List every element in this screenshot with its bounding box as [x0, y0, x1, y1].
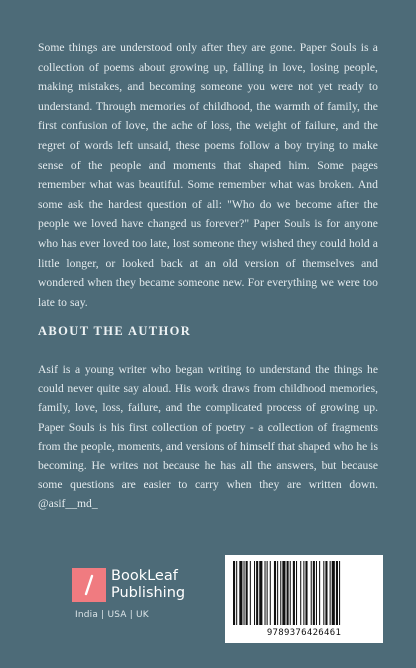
- barcode-bar: [236, 561, 237, 625]
- about-author-heading: ABOUT THE AUTHOR: [38, 324, 192, 338]
- barcode-bar: [256, 561, 258, 625]
- barcode-bar: [293, 561, 295, 625]
- barcode-bar: [323, 561, 324, 625]
- barcode-bar: [316, 561, 317, 625]
- barcode-bar: [336, 561, 338, 625]
- barcode-bar: [311, 561, 312, 625]
- author-bio: [38, 360, 378, 514]
- barcode-bar: [330, 561, 331, 625]
- barcode-bar: [250, 561, 251, 625]
- publisher-name-line2: Publishing: [111, 585, 186, 601]
- author-handle: @asif__md_: [38, 497, 98, 511]
- barcode-bar: [325, 561, 327, 625]
- barcode-bar: [265, 561, 266, 625]
- slash-glyph-icon: [72, 568, 106, 602]
- barcode-bar: [282, 561, 285, 625]
- barcode-bar: [319, 561, 320, 625]
- back-cover-blurb: Some things are understood only after they are gone. Paper Souls is a collection of poems about growing up, falling in love, losing people, making mistakes, and becoming someone you were not yet ready to understand. Through memories of childhood, the warmth of family, the first confusion of love, the ache of loss, the weight of failure, and the regret of words left unsaid, these poems follow a boy trying to make sense of the people and moments that shaped him. Some pages remember what was beautiful. Some remember what was broken. And some ask the hardest question of all: "Who do we become after the people we loved have changed us forever?" Paper Souls is for anyone who has ever loved too late, lost someone they wished they could hold a little longer, or looked back at an old version of themselves and wondered when they became someone new. For everything we were too late to say.: [38, 41, 378, 309]
- publisher-logo-row: [72, 568, 186, 602]
- barcode-bar: [287, 561, 289, 625]
- barcode-bar: [296, 561, 297, 625]
- barcode-bar: [233, 561, 235, 625]
- publisher-name-line1: BookLeaf: [111, 568, 178, 584]
- barcode-bar: [267, 561, 268, 625]
- barcode-bar: [259, 561, 262, 625]
- barcode-bar: [305, 561, 307, 625]
- barcode-bar: [303, 561, 304, 625]
- barcode-bar: [313, 561, 315, 625]
- barcode-bar: [277, 561, 278, 625]
- barcode-bar: [246, 561, 248, 625]
- barcode-bars-icon: [233, 561, 375, 625]
- author-bio-text: Asif is a young writer who began writing to understand the things he could never quite say aloud. His work draws from childhood memories, family, love, loss, failure, and the complicated process of growing up. Paper Souls is his first collection of poetry - a collection of fragments from the people, moments, and versions of himself that shaped who he is becoming. He writes not because he has all the answers, but because some questions are easier to carry when they are written down.: [38, 363, 378, 492]
- publisher-regions: India | USA | UK: [75, 610, 149, 620]
- publisher-name: [111, 568, 185, 602]
- barcode-bar: [270, 561, 271, 625]
- barcode-bar: [280, 561, 281, 625]
- barcode-bar: [254, 561, 255, 625]
- slash-logo-icon: [72, 568, 106, 602]
- barcode-bar: [300, 561, 301, 625]
- barcode-bar: [290, 561, 291, 625]
- isbn-barcode: [225, 555, 383, 643]
- barcode-bar: [239, 561, 242, 625]
- barcode-bar: [332, 561, 335, 625]
- isbn-number: 9789376426461: [266, 628, 342, 638]
- barcode-bar: [244, 561, 245, 625]
- publisher-logo: [72, 568, 186, 620]
- barcode-bar: [339, 561, 340, 625]
- barcode-bar: [274, 561, 276, 625]
